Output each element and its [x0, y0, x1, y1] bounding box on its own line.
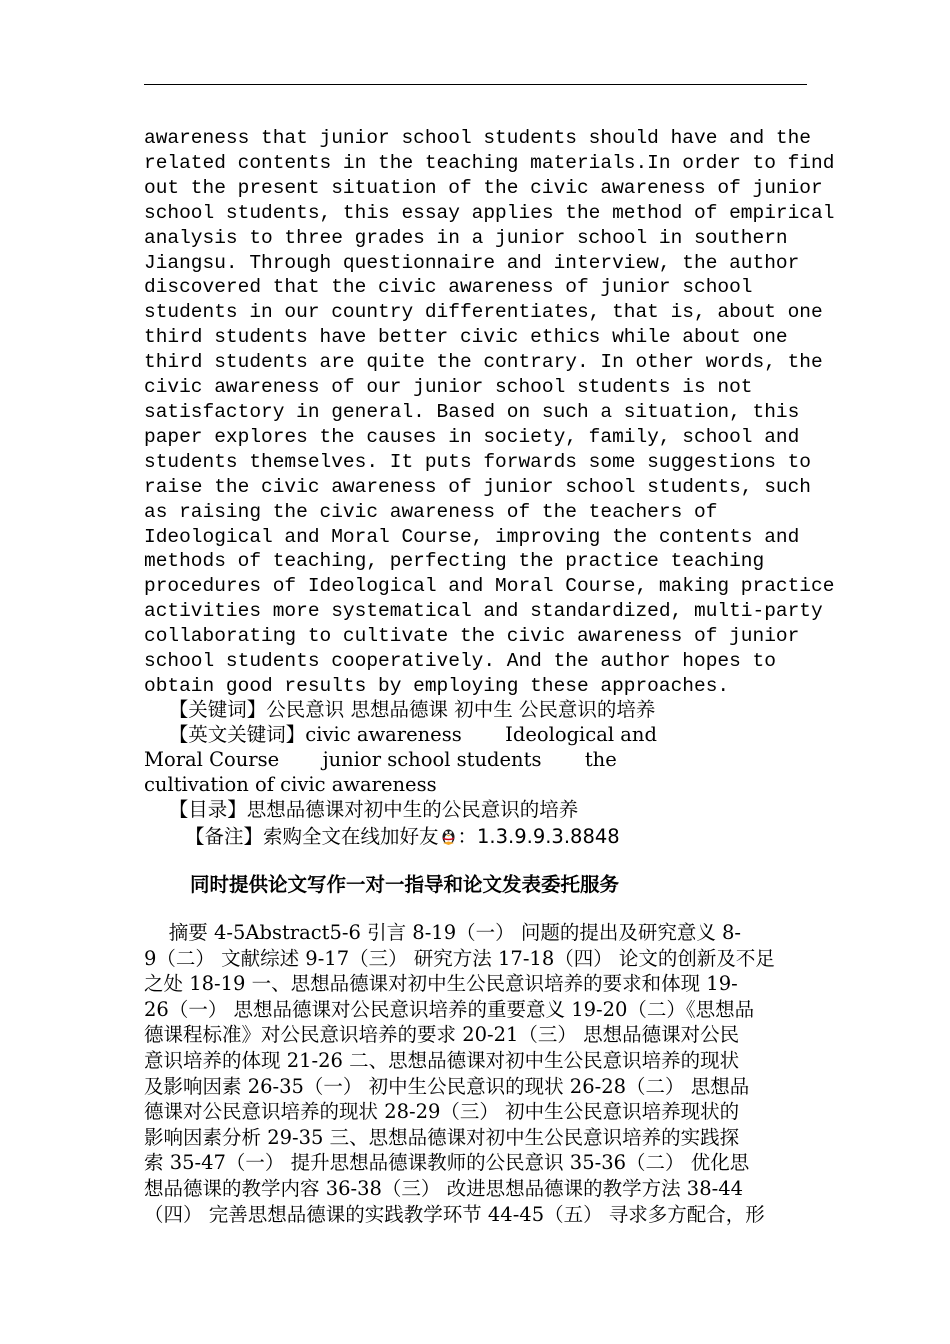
- toc-line: （四） 完善思想品德课的实践教学环节 44-45（五） 寻求多方配合，形: [144, 1202, 765, 1226]
- toc-line: 9（二） 文献综述 9-17（三） 研究方法 17-18（四） 论文的创新及不足: [144, 946, 775, 970]
- keywords-en-line: cultivation of civic awareness: [144, 772, 437, 796]
- abstract-line: third students have better civic ethics while about one: [144, 326, 788, 349]
- abstract-line: methods of teaching, perfecting the practice teaching: [144, 550, 765, 573]
- keywords-en-line: 【英文关键词】civic awareness Ideological and: [144, 722, 657, 746]
- toc-line: 及影响因素 26-35（一） 初中生公民意识的现状 26-28（二） 思想品: [144, 1074, 750, 1098]
- toc-paragraph: [144, 920, 807, 1227]
- abstract-line: activities more systematical and standardized, multi-party: [144, 600, 823, 623]
- english-abstract: [144, 126, 835, 699]
- toc-line: 索 35-47（一） 提升思想品德课教师的公民意识 35-36（二） 优化思: [144, 1151, 750, 1175]
- abstract-line: discovered that the civic awareness of junior school: [144, 276, 753, 299]
- note-prefix: 【备注】索购全文在线加好友: [185, 825, 439, 848]
- service-line: 同时提供论文写作一对一指导和论文发表委托服务: [190, 873, 620, 896]
- abstract-line: raise the civic awareness of junior school students, such: [144, 475, 812, 498]
- abstract-line: related contents in the teaching materials.In order to find: [144, 151, 835, 174]
- keywords-block: [144, 698, 807, 823]
- toc-line: 意识培养的体现 21-26 二、思想品德课对初中生公民意识培养的现状: [144, 1048, 740, 1072]
- toc-line: 摘要 4-5Abstract5-6 引言 8-19（一） 问题的提出及研究意义 8-: [144, 921, 742, 944]
- toc-line: 德课程标准》对公民意识培养的要求 20-21（三） 思想品德课对公民: [144, 1023, 740, 1047]
- abstract-line: students in our country differentiates, that is, about one: [144, 301, 823, 324]
- abstract-line: obtain good results by employing these approaches.: [144, 674, 730, 697]
- toc-line: 德课对公民意识培养的现状 28-29（三） 初中生公民意识培养现状的: [144, 1100, 740, 1124]
- abstract-line: Ideological and Moral Course, improving the contents and: [144, 525, 800, 548]
- abstract-line: third students are quite the contrary. In other words, the: [144, 351, 823, 374]
- abstract-line: procedures of Ideological and Moral Course, making practice: [144, 575, 835, 598]
- toc-line: 想品德课的教学内容 36-38（三） 改进思想品德课的教学方法 38-44: [144, 1176, 744, 1200]
- qq-penguin-icon: [440, 825, 457, 845]
- note-line: [185, 822, 620, 852]
- keywords-en-line: Moral Course junior school students the: [144, 747, 617, 771]
- keywords-cn: 【关键词】公民意识 思想品德课 初中生 公民意识的培养: [144, 698, 656, 721]
- toc-line: 影响因素分析 29-35 三、思想品德课对初中生公民意识培养的实践探: [144, 1125, 740, 1149]
- note-suffix: ：1.3.9.9.3.8848: [457, 825, 620, 848]
- toc-line: 之处 18-19 一、思想品德课对初中生公民意识培养的要求和体现 19-: [144, 972, 738, 996]
- abstract-line: school students, this essay applies the method of empirical: [144, 201, 835, 224]
- toc-line: 26（一） 思想品德课对公民意识培养的重要意义 19-20（二）《思想品: [144, 997, 755, 1021]
- catalog-line: 【目录】思想品德课对初中生的公民意识的培养: [144, 797, 579, 821]
- abstract-line: analysis to three grades in a junior school in southern: [144, 226, 788, 249]
- abstract-line: Jiangsu. Through questionnaire and interview, the author: [144, 251, 800, 274]
- abstract-line: civic awareness of our junior school students is not: [144, 376, 753, 399]
- abstract-line: out the present situation of the civic awareness of junior: [144, 176, 823, 199]
- abstract-line: satisfactory in general. Based on such a situation, this: [144, 400, 800, 423]
- abstract-line: students themselves. It puts forwards some suggestions to: [144, 450, 812, 473]
- abstract-line: collaborating to cultivate the civic awareness of junior: [144, 625, 800, 648]
- abstract-line: school students cooperatively. And the author hopes to: [144, 650, 776, 673]
- abstract-line: paper explores the causes in society, family, school and: [144, 425, 800, 448]
- abstract-line: awareness that junior school students should have and the: [144, 127, 812, 149]
- header-rule: [144, 84, 807, 85]
- abstract-line: as raising the civic awareness of the teachers of: [144, 500, 718, 523]
